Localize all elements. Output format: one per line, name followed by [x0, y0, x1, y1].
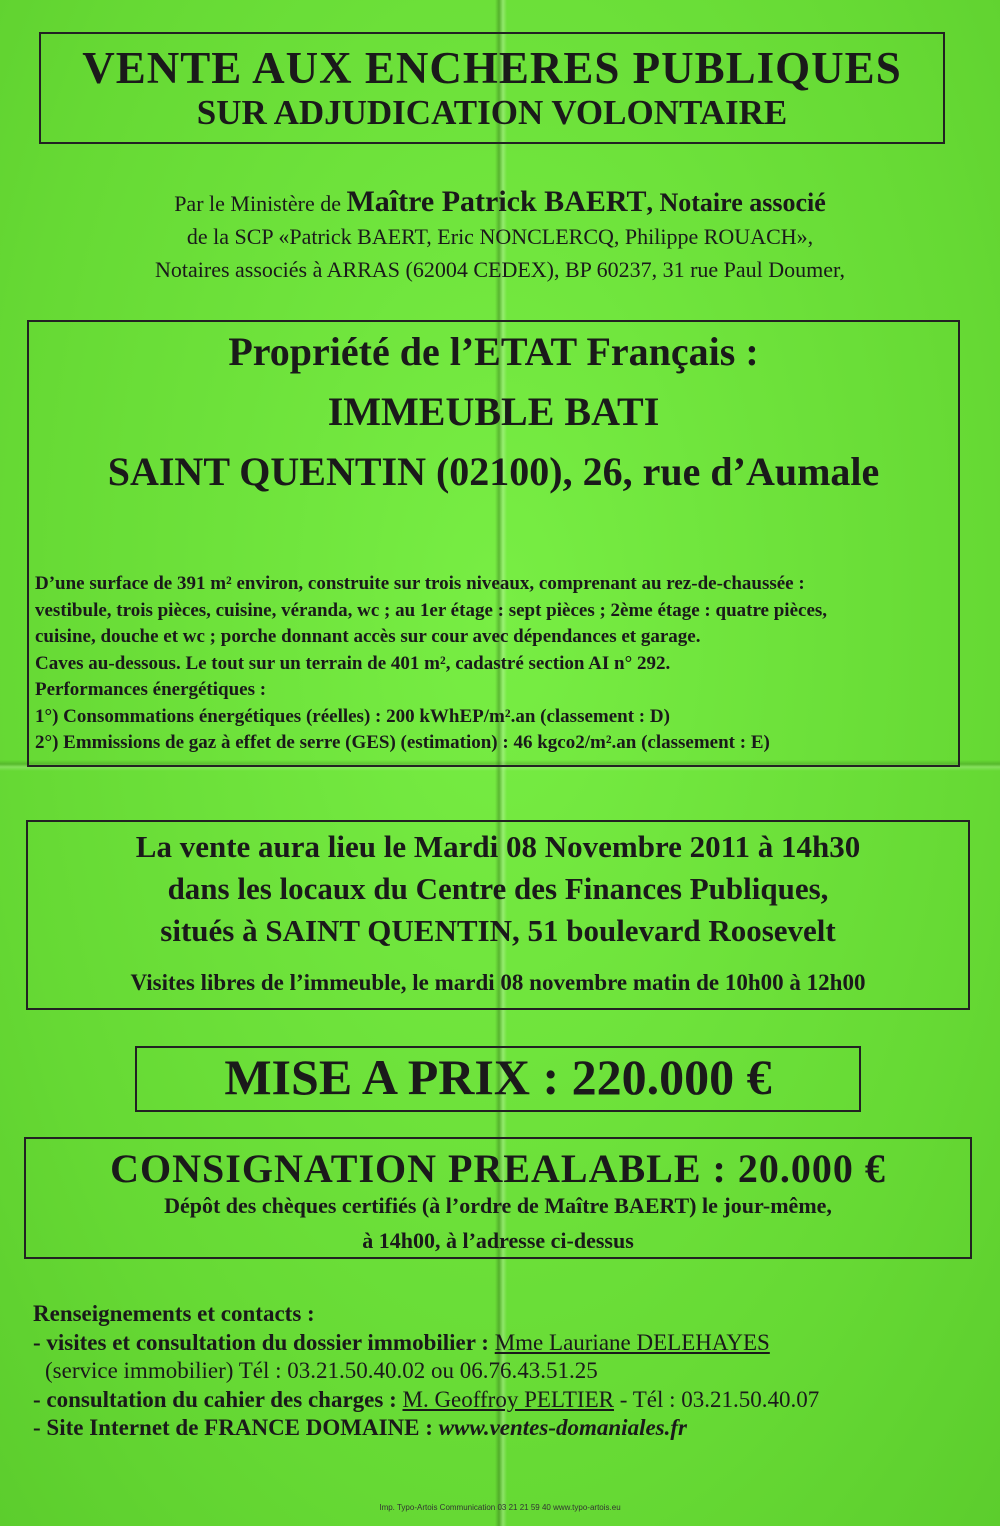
sale-date: La vente aura lieu le Mardi 08 Novembre 2011 à 14h30 — [135, 829, 861, 864]
consignation-title: CONSIGNATION PREALABLE : 20.000 € — [110, 1146, 886, 1191]
contacts-heading: Renseignements et contacts : — [33, 1301, 315, 1326]
poster-title: VENTE AUX ENCHERES PUBLIQUES — [82, 43, 902, 93]
sale-address: situés à SAINT QUENTIN, 51 boulevard Roosevelt — [160, 913, 836, 948]
description-line: 1°) Consommations énergétiques (réelles) : 200 kWhEP/m².an (classement : D) — [35, 705, 670, 727]
ministry-line3: Notaires associés à ARRAS (62004 CEDEX), BP 60237, 31 rue Paul Doumer, — [154, 257, 845, 282]
printer-imprint: Imp. Typo-Artois Communication 03 21 21 59 40 www.typo-artois.eu — [379, 1503, 621, 1512]
ministry-prefix: Par le Ministère de — [174, 191, 347, 216]
contact-charges-label: - consultation du cahier des charges : — [33, 1386, 403, 1412]
contact-visits-label: - visites et consultation du dossier immobilier : — [33, 1329, 495, 1355]
notary-title: , Notaire associé — [646, 188, 826, 217]
sale-venue: dans les locaux du Centre des Finances Publiques, — [167, 871, 829, 906]
notary-name: Maître Patrick BAERT — [346, 185, 647, 218]
contact-charges-phone: - Tél : 03.21.50.40.07 — [613, 1386, 820, 1412]
description-line: vestibule, trois pièces, cuisine, véranda, wc ; au 1er étage : sept pièces ; 2ème étage : quatre pièces, — [35, 599, 828, 621]
description-line: D’une surface de 391 m² environ, construite sur trois niveaux, comprenant au rez-de-chaussée : — [35, 573, 805, 594]
starting-price: MISE A PRIX : 220.000 € — [224, 1049, 772, 1105]
ministry-line2: de la SCP «Patrick BAERT, Eric NONCLERCQ, Philippe ROUACH», — [186, 224, 814, 249]
description-line: Caves au-dessous. Le tout sur un terrain de 401 m², cadastré section AI n° 292. — [35, 652, 671, 674]
website-link[interactable]: www.ventes-domaniales.fr — [438, 1415, 687, 1440]
consignation-line1: Dépôt des chèques certifiés (à l’ordre de Maître BAERT) le jour-même, — [164, 1193, 832, 1218]
description-line: Performances énergétiques : — [35, 679, 267, 700]
contact-visits-name: Mme Lauriane DELEHAYES — [494, 1329, 770, 1355]
property-address: SAINT QUENTIN (02100), 26, rue d’Aumale — [107, 449, 880, 494]
property-type: IMMEUBLE BATI — [327, 389, 660, 434]
consignation-line2: à 14h00, à l’adresse ci-dessus — [362, 1228, 634, 1253]
property-description — [35, 571, 960, 757]
contacts-block — [33, 1300, 973, 1443]
description-line: cuisine, douche et wc ; porche donnant accès sur cour avec dépendances et garage. — [35, 626, 701, 647]
description-line: 2°) Emmissions de gaz à effet de serre (GES) (estimation) : 46 kgco2/m².an (classement : E) — [35, 732, 770, 753]
visits-info: Visites libres de l’immeuble, le mardi 08 novembre matin de 10h00 à 12h00 — [130, 970, 866, 995]
contact-charges-name: M. Geoffroy PELTIER — [402, 1386, 614, 1412]
property-title: Propriété de l’ETAT Français : — [228, 329, 759, 374]
sale-details — [26, 826, 970, 952]
poster-subtitle: SUR ADJUDICATION VOLONTAIRE — [196, 93, 788, 132]
contact-site-label: - Site Internet de FRANCE DOMAINE : — [33, 1415, 439, 1440]
ministry-block — [0, 185, 1000, 286]
contact-visits-detail: (service immobilier) Tél : 03.21.50.40.02 ou 06.76.43.51.25 — [45, 1358, 598, 1383]
